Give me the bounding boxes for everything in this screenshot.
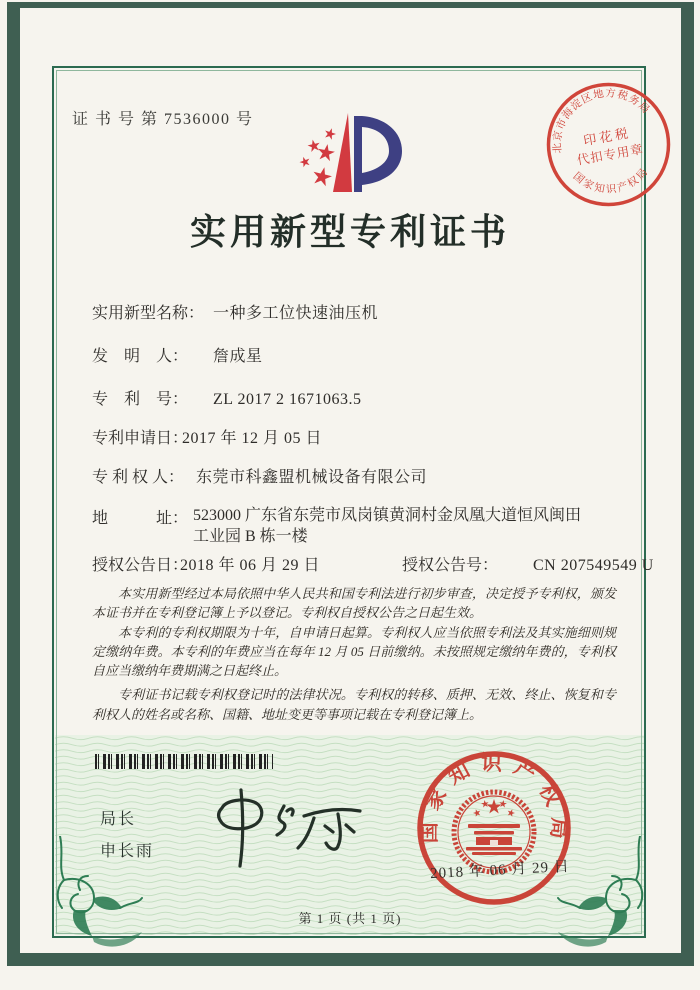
field-value: ZL 2017 2 1671063.5 xyxy=(213,391,362,408)
field-label: 地 址： xyxy=(92,510,189,527)
field-label: 发 明 人： xyxy=(92,348,189,365)
logo-p-stem xyxy=(354,116,362,192)
field-label: 专 利 权 人： xyxy=(92,469,185,486)
tax-stamp-seal xyxy=(530,66,686,222)
legal-text xyxy=(92,584,616,724)
field-address xyxy=(92,505,645,547)
cnipa-seal xyxy=(406,740,582,916)
legal-paragraph-1: 本实用新型经过本局依照中华人民共和国专利法进行初步审查，决定授予专利权，颁发本证书并在专利登记簿上予以登记。专利权自授权公告之日起生效。 xyxy=(92,586,616,621)
field-label: 授权公告号： xyxy=(402,557,499,574)
page-number: 第 1 页 (共 1 页) xyxy=(298,911,402,926)
signer-name: 申长雨 xyxy=(100,843,155,860)
field-utility-model-name xyxy=(92,300,378,323)
certificate-number: 证 书 号 第 7536000 号 xyxy=(72,111,254,128)
logo-stars xyxy=(298,127,337,188)
field-value: 一种多工位快速油压机 xyxy=(213,305,379,322)
field-label: 专利申请日： xyxy=(92,430,189,447)
legal-paragraph-2: 本专利的专利权期限为十年，自申请日起算。专利权人应当依照专利法及其实施细则规定缴纳年费。本专利的年费应当在每年 12 月 05 日前缴纳。未按照规定缴纳年费的，专利权自应当缴纳年费期满之日起终止。 xyxy=(92,624,616,679)
field-label: 专 利 号： xyxy=(92,391,189,408)
field-patent-number xyxy=(92,386,361,409)
address-line2: 工业园 B 栋一楼 xyxy=(193,528,308,545)
field-filing-date xyxy=(92,425,322,448)
tax-stamp-line2: 代扣专用章 xyxy=(575,142,645,168)
field-value: 2018 年 06 月 29 日 xyxy=(180,557,321,574)
signature-handwriting xyxy=(192,778,397,873)
cnipa-logo xyxy=(288,106,410,198)
tax-stamp-line1: 印花税 xyxy=(582,125,633,149)
signer-title: 局长 xyxy=(100,811,137,828)
legal-paragraph-3: 专利证书记载专利权登记时的法律状况。专利权的转移、质押、无效、终止、恢复和专利权人的姓名或名称、国籍、地址变更等事项记载在专利登记簿上。 xyxy=(92,687,616,722)
tax-stamp-arc-bottom: 国家知识产权局 xyxy=(570,165,652,196)
seal-date: 2018 年 06 月 29 日 xyxy=(429,858,571,883)
field-value: 东莞市科鑫盟机械设备有限公司 xyxy=(196,469,428,486)
field-grant-date xyxy=(92,552,320,575)
barcode xyxy=(95,754,273,769)
logo-wedge xyxy=(333,113,352,192)
field-label: 授权公告日： xyxy=(92,557,189,574)
logo-p-bowl xyxy=(362,116,402,185)
certificate-title: 实用新型专利证书 xyxy=(189,212,510,252)
field-patentee xyxy=(92,464,427,487)
seal-arc-text: 国家知识产权局 xyxy=(416,750,572,850)
field-value xyxy=(193,505,645,547)
field-inventor xyxy=(92,343,263,366)
field-label: 实用新型名称： xyxy=(92,305,205,322)
field-value: CN 207549549 U xyxy=(533,557,654,574)
field-grant-number xyxy=(402,552,654,575)
svg-text:国家知识产权局 xyxy=(417,751,572,850)
address-line1: 523000 广东省东莞市凤岗镇黄洞村金凤凰大道恒风闽田 xyxy=(193,507,582,524)
field-value: 詹成星 xyxy=(213,348,263,365)
field-value: 2017 年 12 月 05 日 xyxy=(182,430,323,447)
tax-stamp-arc-top: 北京市海淀区地方税务局 xyxy=(552,88,652,154)
